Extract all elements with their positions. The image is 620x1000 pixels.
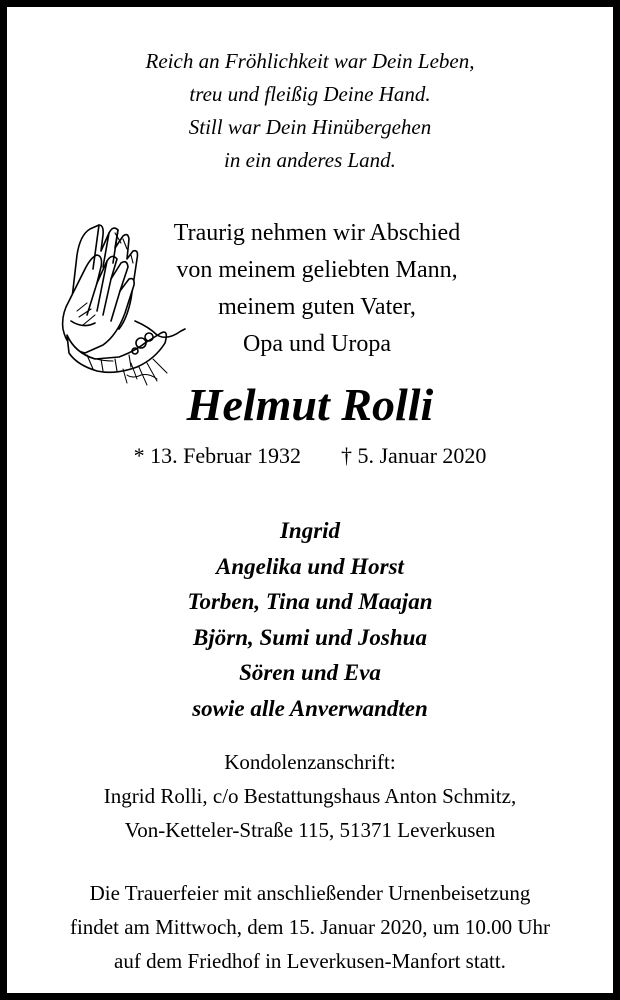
deceased-name: Helmut Rolli [186,379,434,430]
service-line: Die Trauerfeier mit anschließender Urnenbeisetzung [89,881,531,905]
farewell-line: Opa und Uropa [243,331,391,357]
service-line: findet am Mittwoch, dem 15. Januar 2020, um 10.00 Uhr [69,915,550,939]
mourner-entry: Torben, Tina und Maajan [187,589,433,614]
service-line: auf dem Friedhof in Leverkusen-Manfort statt. [114,949,506,973]
farewell-text [157,215,477,363]
mourner-entry: sowie alle Anverwandten [192,695,428,721]
mourners-list [7,513,613,726]
mourner-entry: Björn, Sumi und Joshua [193,624,427,650]
poem-line: Reich an Fröhlichkeit war Dein Leben, [145,49,475,73]
poem-line: treu und fleißig Deine Hand. [189,82,431,106]
farewell-line: meinem guten Vater, [218,294,416,320]
condolence-line: Von-Ketteler-Straße 115, 51371 Leverkusen [124,818,496,842]
funeral-service-info [7,876,613,978]
farewell-line: von meinem geliebten Mann, [176,257,458,283]
condolence-line: Kondolenzanschrift: [224,750,396,774]
birth-date: * 13. Februar 1932 [133,443,301,468]
life-dates [7,440,613,472]
mourner-entry: Ingrid [279,518,341,543]
condolence-line: Ingrid Rolli, c/o Bestattungshaus Anton Schmitz, [103,784,517,808]
mourner-entry: Sören und Eva [239,660,381,685]
condolence-address [7,745,613,847]
poem-line: Still war Dein Hinübergehen [188,115,432,139]
mourner-entry: Angelika und Horst [216,553,404,579]
poem-line: in ein anderes Land. [224,148,396,172]
farewell-line: Traurig nehmen wir Abschied [173,220,461,246]
memorial-poem [7,45,613,177]
death-date: † 5. Januar 2020 [341,443,487,468]
